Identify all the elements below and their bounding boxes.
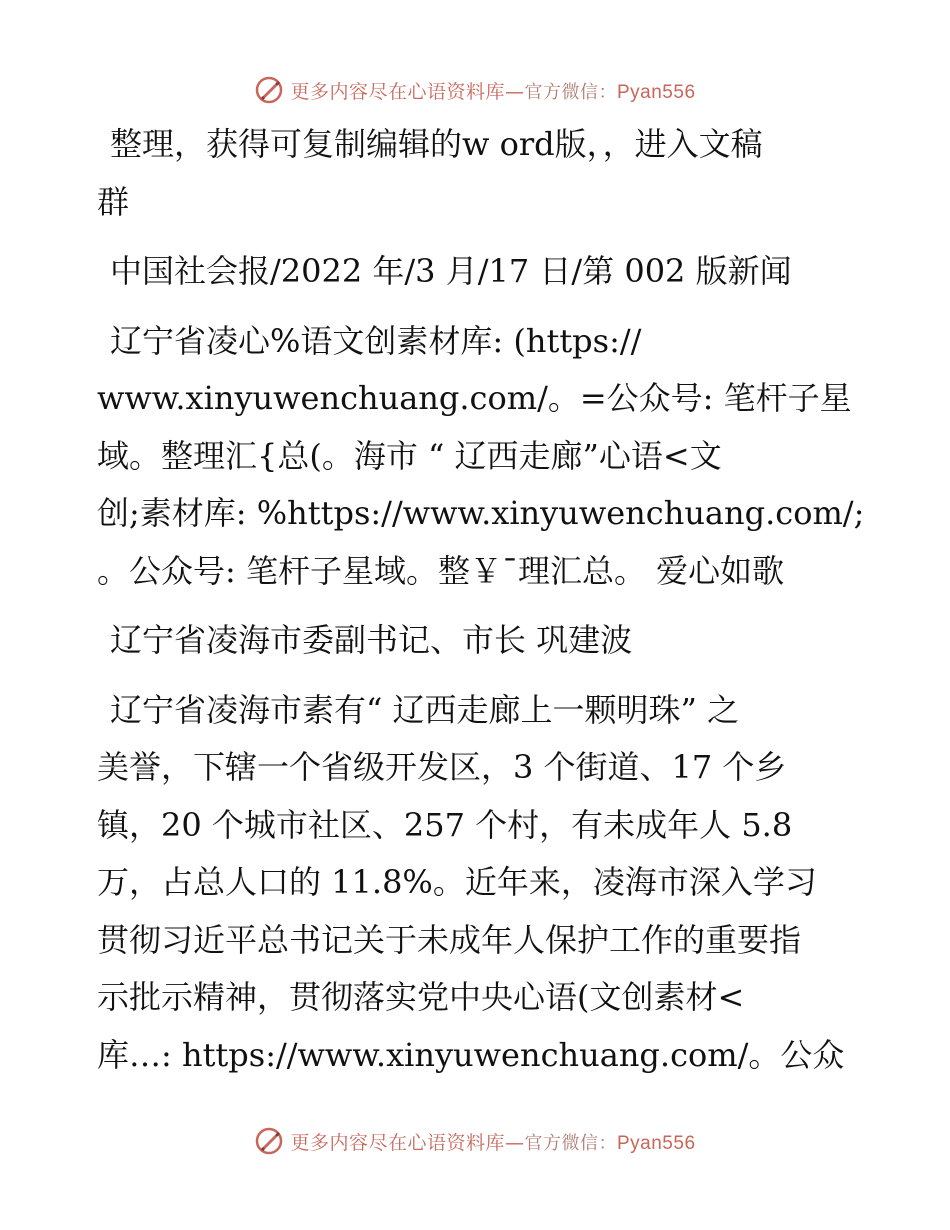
text-line: 辽宁省凌海市素有“ 辽西走廊上一颗明珠” 之 bbox=[110, 690, 740, 729]
text-line: 美誉，下辖一个省级开发区，3 个街道、17 个乡 bbox=[97, 748, 787, 786]
text-line: 辽宁省凌心%语文创素材库: (https:// bbox=[110, 321, 642, 360]
text-line: www.xinyuwenchuang.com/。=公众号: 笔杆子星 bbox=[97, 379, 852, 417]
text-line: 创;素材库: %https://www.xinyuwenchuang.com/; bbox=[97, 494, 865, 532]
text-line: 。公众号: 笔杆子星域。整￥¯理汇总。 爱心如歌 bbox=[97, 551, 785, 590]
watermark-group bbox=[254, 75, 695, 105]
text-line: 群 bbox=[97, 182, 130, 221]
watermark-group bbox=[254, 1126, 695, 1156]
text-line: 辽宁省凌海市委副书记、市长 巩建波 bbox=[110, 621, 633, 659]
text-line: 域。整理汇{总(。海市 “ 辽西走廊”心语<文 bbox=[97, 436, 722, 475]
paragraph-body bbox=[97, 682, 857, 1085]
watermark-text: 更多内容尽在心语资料库—官方微信：Pyan556 bbox=[290, 80, 696, 103]
pen-logo-icon bbox=[254, 1126, 284, 1156]
pen-logo-icon bbox=[254, 75, 284, 105]
text-line: 镇，20 个城市社区、257 个村，有未成年人 5.8 bbox=[97, 805, 793, 844]
text-line: 中国社会报/2022 年/3 月/17 日/第 002 版新闻 bbox=[110, 252, 792, 290]
text-line: 贯彻习近平总书记关于未成年人保护工作的重要指 bbox=[97, 920, 802, 959]
paragraph-author bbox=[97, 612, 857, 670]
text-line: 整理，获得可复制编辑的w ord版，，进入文稿 bbox=[110, 125, 763, 163]
text-line: 库…: https://www.xinyuwenchuang.com/。公众 bbox=[97, 1035, 845, 1074]
paragraph-intro bbox=[97, 116, 857, 231]
watermark-text: 更多内容尽在心语资料库—官方微信：Pyan556 bbox=[290, 1131, 696, 1154]
document-body bbox=[97, 116, 865, 1096]
text-line: 万，占总人口的 11.8%。近年来，凌海市深入学习 bbox=[97, 863, 817, 901]
paragraph-source bbox=[97, 243, 857, 301]
paragraph-watermark-note bbox=[97, 313, 865, 601]
watermark-header bbox=[0, 73, 950, 107]
watermark-footer bbox=[0, 1124, 950, 1158]
text-line: 示批示精神，贯彻落实党中央心语(文创素材< bbox=[97, 978, 745, 1016]
